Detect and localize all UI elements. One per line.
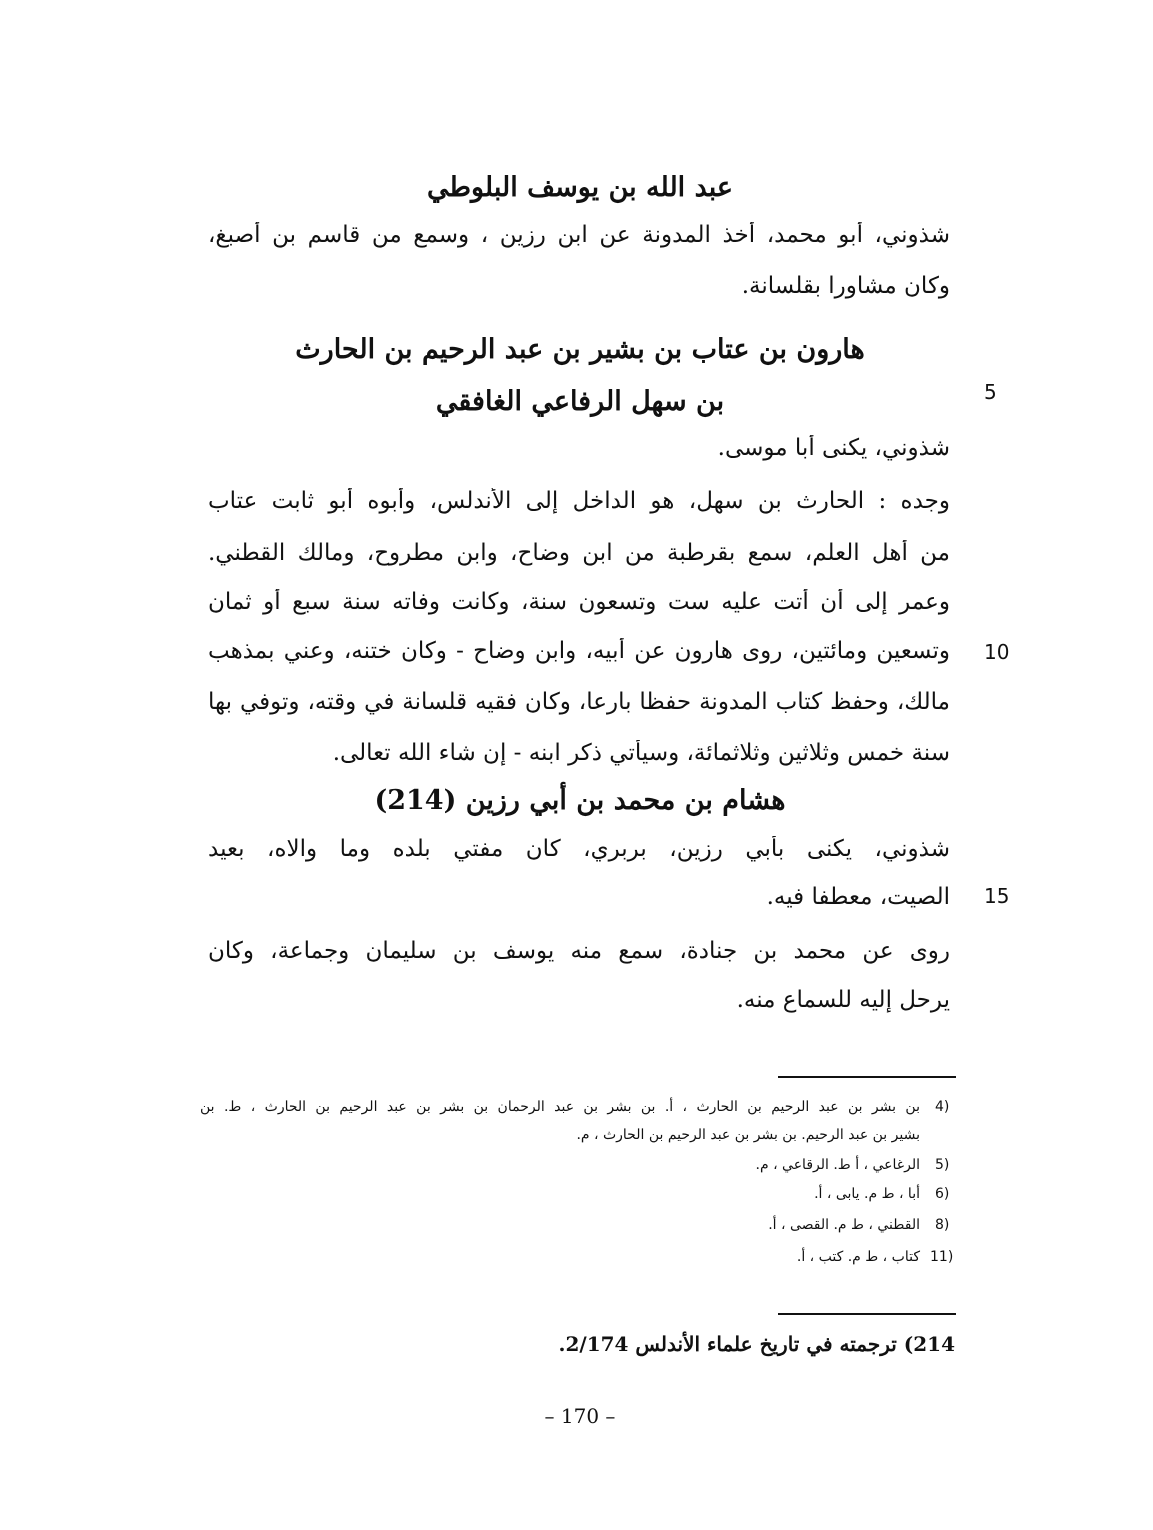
- entry-title-continued: بن سهل الرفاعي الغافقي: [435, 386, 725, 417]
- entry-line: شذوني، يكنى أبا موسى.: [717, 435, 950, 461]
- footnote-text: بن بشر بن عبد الرحيم بن الحارث ، أ. بن بشر بن عبد الرحمان بن بشر بن عبد الرحيم بن الحارث ، ط. بن: [200, 1099, 920, 1115]
- entry-line: شذوني، يكنى بأبي رزين، بربري، كان مفتي بلده وما والاه، بعيد: [208, 836, 950, 862]
- entry-title: عبد الله بن يوسف البلوطي: [426, 172, 734, 203]
- footnote-number: 5): [935, 1157, 950, 1173]
- source-note-separator: [778, 1313, 956, 1315]
- entry-title: هارون بن عتاب بن بشير بن عبد الرحيم بن الحارث: [295, 334, 865, 365]
- entry-line: مالك، وحفظ كتاب المدونة حفظا بارعا، وكان فقيه قلسانة في وقته، وتوفي بها: [208, 689, 950, 715]
- entry-line: من أهل العلم، سمع بقرطبة من ابن وضاح، وابن مطروح، ومالك القطني.: [208, 540, 950, 566]
- entry-title: هشام بن محمد بن أبي رزين (214): [374, 785, 786, 816]
- footnote-number: 8): [935, 1217, 950, 1233]
- footnote-number: 4): [935, 1099, 950, 1115]
- source-note: 214) ترجمته في تاريخ علماء الأندلس 2/174.: [558, 1332, 955, 1356]
- footnote-text: الرغاعي ، أ ط. الرقاعي ، م.: [755, 1157, 920, 1173]
- entry-line: الصيت، معطفا فيه.: [766, 884, 950, 910]
- entry-line: روى عن محمد بن جنادة، سمع منه يوسف بن سليمان وجماعة، وكان: [208, 938, 950, 964]
- entry-line: وجده : الحارث بن سهل، هو الداخل إلى الأندلس، وأبوه أبو ثابت عتاب: [208, 488, 950, 514]
- entry-line: يرحل إليه للسماع منه.: [736, 987, 950, 1013]
- entry-line: وكان مشاورا بقلسانة.: [741, 273, 950, 299]
- footnote-separator: [778, 1076, 956, 1078]
- footnote-text: أبا ، ط م. يابى ، أ.: [814, 1186, 920, 1202]
- footnote-number: 11): [930, 1249, 954, 1265]
- entry-line: سنة خمس وثلاثين وثلاثمائة، وسيأتي ذكر ابنه - إن شاء الله تعالى.: [332, 740, 950, 766]
- footnote-number: 6): [935, 1186, 950, 1202]
- line-number: 5: [984, 380, 997, 404]
- line-number: 15: [984, 884, 1010, 908]
- line-number: 10: [984, 640, 1010, 664]
- footnote-text: القطني ، ط م. القصى ، أ.: [768, 1217, 920, 1233]
- entry-line: شذوني، أبو محمد، أخذ المدونة عن ابن رزين ، وسمع من قاسم بن أصبغ،: [208, 222, 950, 248]
- entry-line: وتسعين ومائتين، روى هارون عن أبيه، وابن وضاح - وكان ختنه، وعني بمذهب: [208, 638, 950, 664]
- footnote-text: كتاب ، ط م. كتب ، أ.: [796, 1249, 920, 1265]
- footnote-text: بشير بن عبد الرحيم. بن بشر بن عبد الرحيم بن الحارث ، م.: [576, 1127, 920, 1143]
- entry-line: وعمر إلى أن أتت عليه ست وتسعون سنة، وكانت وفاته سنة سبع أو ثمان: [208, 589, 950, 615]
- page-number: – 170 –: [544, 1404, 616, 1428]
